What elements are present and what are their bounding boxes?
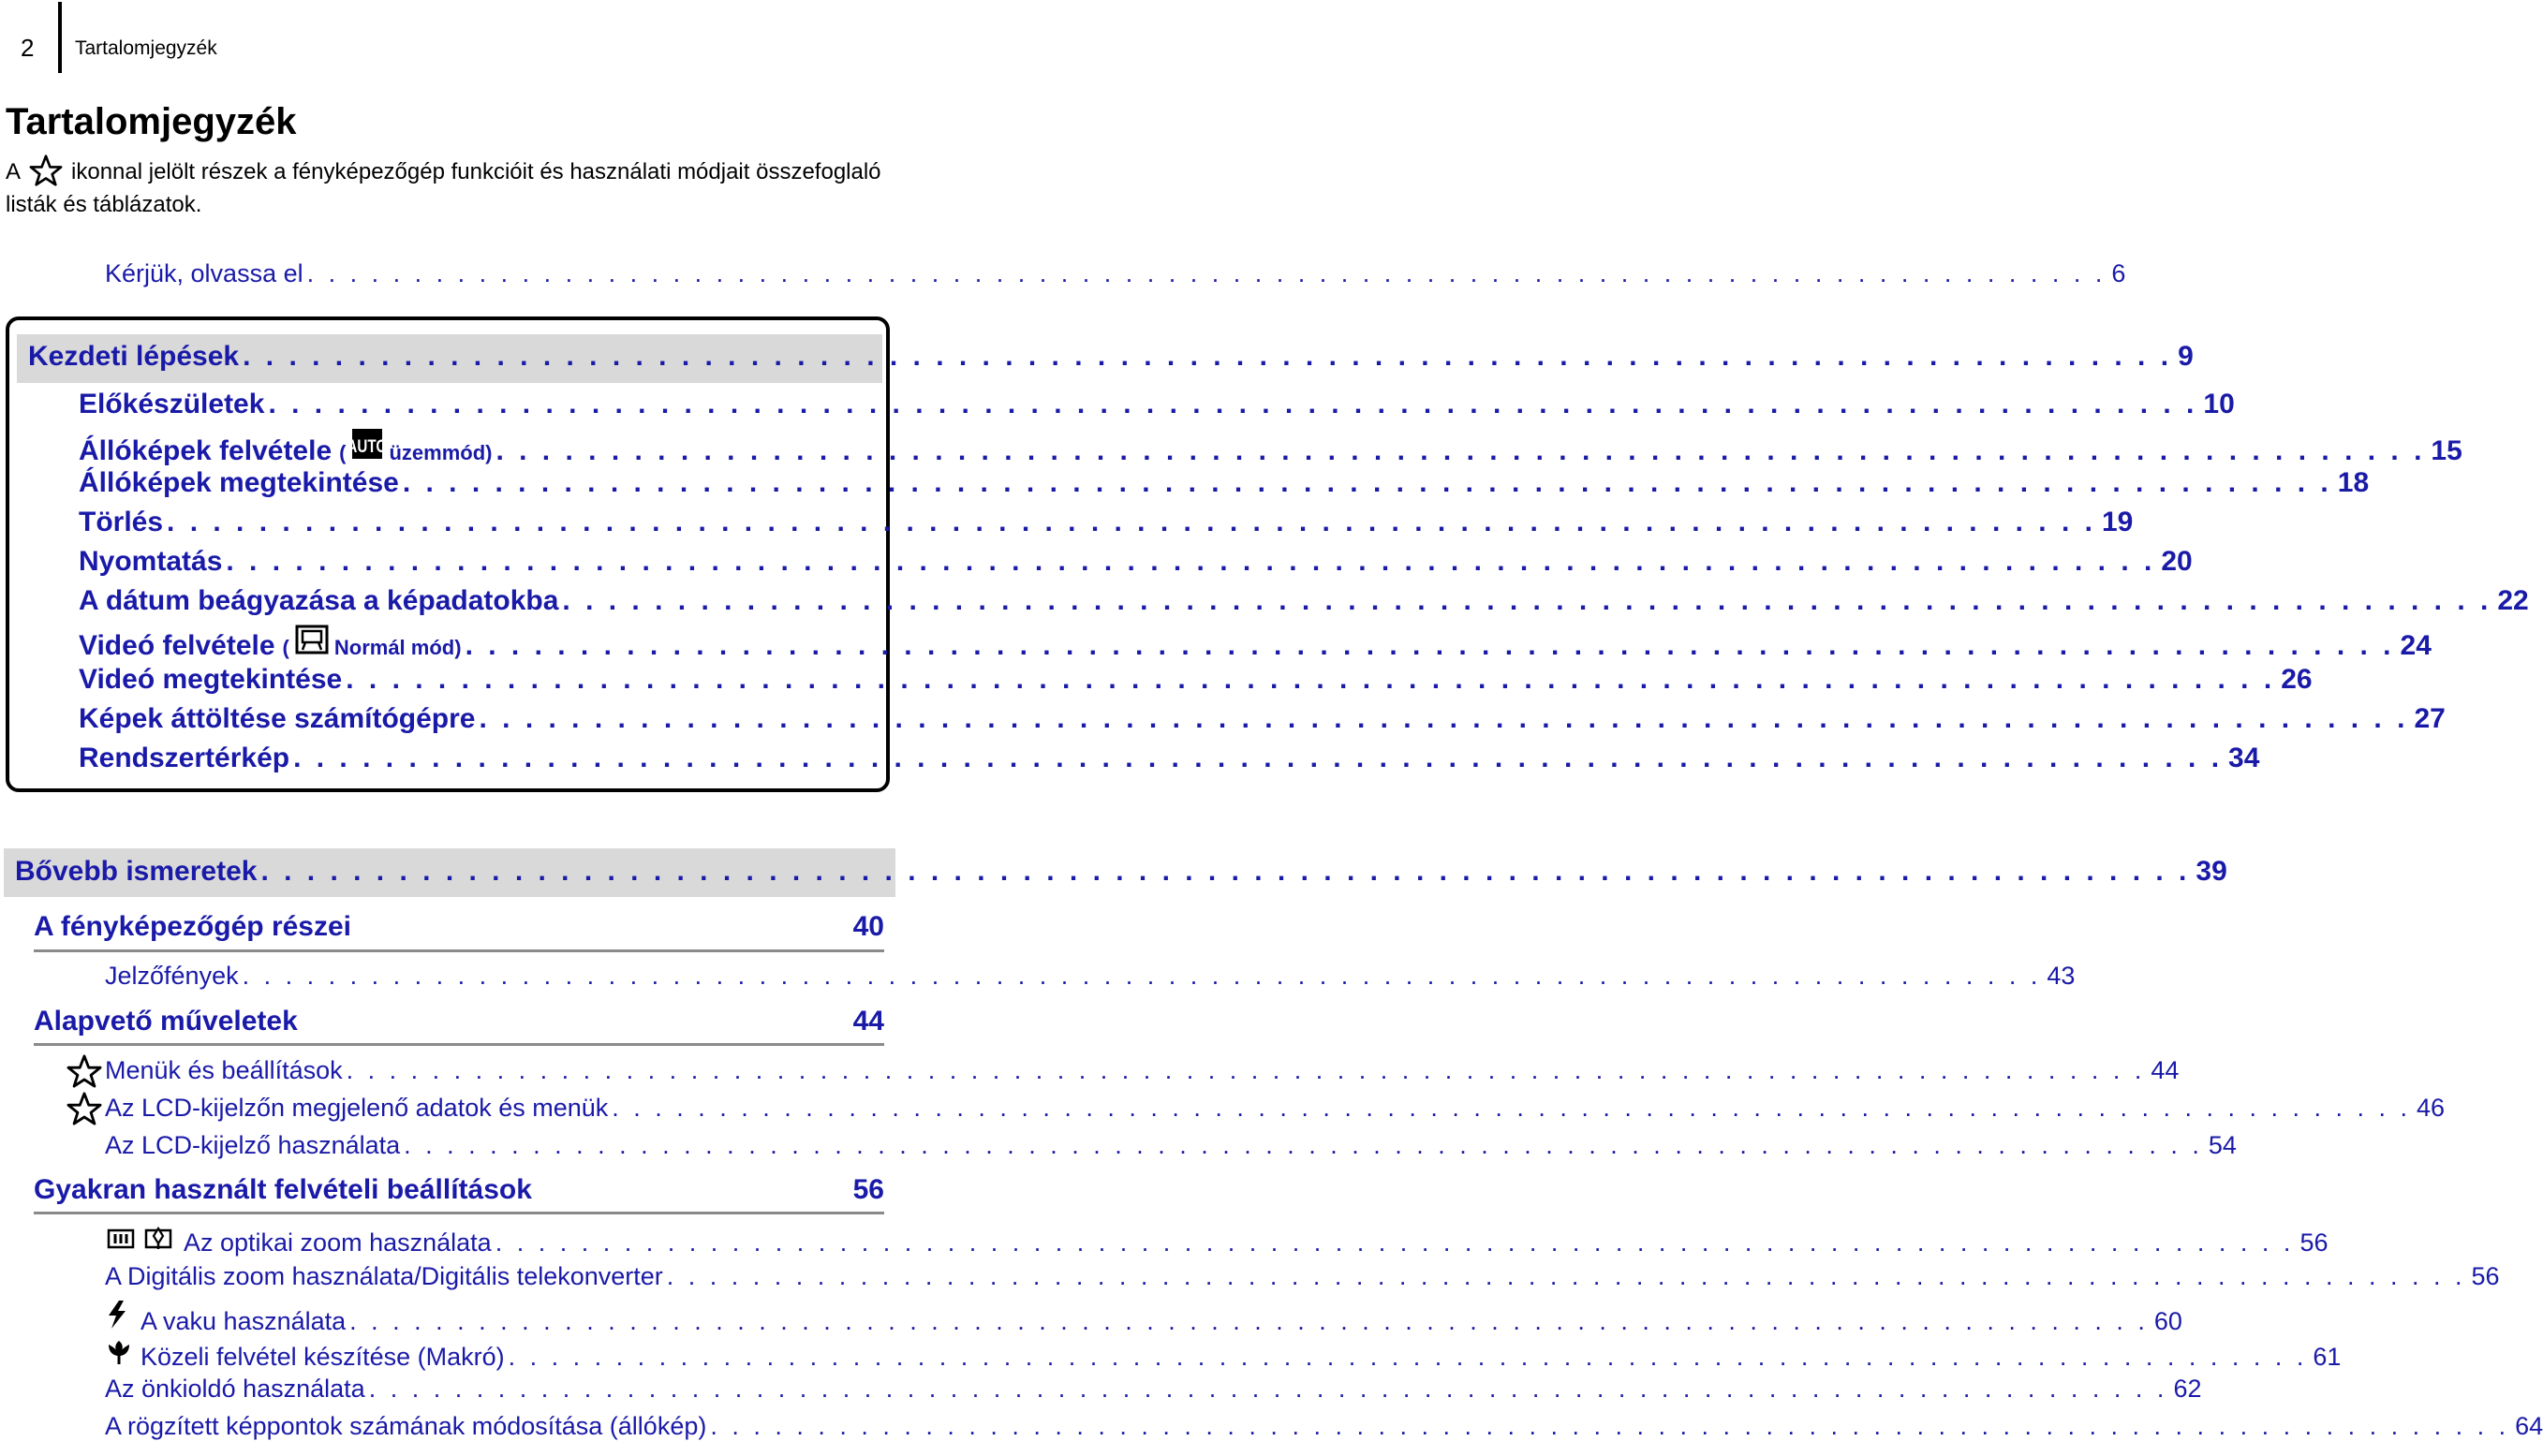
toc-page: 62 bbox=[2173, 1375, 2202, 1403]
toc-label: A Digitális zoom használata/Digitális telekonverter bbox=[105, 1262, 663, 1290]
toc-entry[interactable] bbox=[105, 1412, 2543, 1441]
leader-dots bbox=[562, 585, 2491, 617]
toc-page: 27 bbox=[2414, 703, 2446, 734]
toc-entry-getting-started[interactable] bbox=[28, 341, 2194, 373]
intro-text-after: ikonnal jelölt részek a fényképezőgép funkcióit és használati módjait összefoglaló listák és táblázatok. bbox=[6, 159, 881, 217]
leader-dots bbox=[710, 1412, 2509, 1441]
leader-dots bbox=[226, 546, 2155, 578]
toc-label-wrap bbox=[105, 1225, 492, 1257]
zoom-wide-tele-icon bbox=[105, 1225, 180, 1251]
chapter-rule bbox=[34, 949, 884, 952]
toc-entry[interactable] bbox=[105, 1300, 2182, 1336]
toc-page: 54 bbox=[2208, 1131, 2237, 1159]
toc-page: 19 bbox=[2101, 507, 2134, 537]
leader-dots bbox=[260, 856, 2190, 888]
toc-label: Gyakran használt felvételi beállítások bbox=[34, 1174, 532, 1205]
toc-page: 46 bbox=[2417, 1094, 2446, 1122]
chapter-rule bbox=[34, 1212, 884, 1214]
toc-page: 56 bbox=[2299, 1228, 2329, 1257]
toc-chapter-shooting[interactable] bbox=[34, 1174, 884, 1206]
toc-entry[interactable] bbox=[105, 1337, 2342, 1372]
star-outline-icon bbox=[66, 1092, 103, 1125]
paren-open: ( bbox=[339, 441, 347, 464]
leader-dots bbox=[369, 1375, 2168, 1404]
intro-text-before: A bbox=[6, 159, 22, 184]
toc-label: Rendszertérkép bbox=[79, 743, 290, 773]
toc-label: A vaku használata bbox=[140, 1307, 347, 1335]
leader-dots bbox=[667, 1262, 2466, 1291]
toc-label-wrap bbox=[105, 1300, 346, 1336]
toc-page: 20 bbox=[2161, 546, 2193, 577]
auto-mode-icon bbox=[347, 428, 388, 460]
movie-mode-icon bbox=[295, 625, 329, 654]
toc-label: Az LCD-kijelzőn megjelenő adatok és menük bbox=[105, 1094, 609, 1122]
leader-dots bbox=[349, 1307, 2149, 1336]
toc-entry[interactable] bbox=[105, 1262, 2500, 1291]
flash-icon bbox=[105, 1300, 129, 1330]
leader-dots bbox=[466, 630, 2395, 662]
toc-entry[interactable] bbox=[79, 585, 2529, 617]
toc-entry[interactable] bbox=[105, 962, 2076, 991]
toc-page: 34 bbox=[2228, 743, 2260, 773]
toc-label: Közeli felvétel készítése (Makró) bbox=[140, 1343, 505, 1371]
toc-label: Kezdeti lépések bbox=[28, 341, 240, 372]
toc-page: 44 bbox=[2151, 1056, 2180, 1084]
toc-label: Az önkioldó használata bbox=[105, 1375, 365, 1403]
leader-dots bbox=[167, 507, 2096, 538]
toc-label: Az optikai zoom használata bbox=[184, 1228, 492, 1257]
header-divider bbox=[58, 2, 62, 73]
intro-paragraph bbox=[6, 154, 895, 221]
toc-label: Menük és beállítások bbox=[105, 1056, 343, 1084]
macro-icon bbox=[105, 1337, 133, 1365]
leader-dots bbox=[479, 703, 2408, 735]
toc-page: 64 bbox=[2515, 1412, 2543, 1440]
toc-chapter-camera-parts[interactable] bbox=[34, 911, 884, 943]
toc-label-wrap bbox=[79, 625, 462, 662]
leader-dots bbox=[495, 1228, 2295, 1257]
chapter-rule bbox=[34, 1043, 884, 1046]
toc-entry[interactable] bbox=[105, 1131, 2237, 1160]
page-title: Tartalomjegyzék bbox=[6, 101, 297, 142]
toc-page: 18 bbox=[2337, 467, 2370, 498]
toc-entry[interactable] bbox=[79, 467, 2370, 499]
leader-dots bbox=[268, 389, 2197, 420]
toc-label: Előkészületek bbox=[79, 389, 265, 419]
toc-entry[interactable] bbox=[79, 664, 2313, 696]
leader-dots bbox=[346, 664, 2275, 696]
toc-page: 26 bbox=[2281, 664, 2313, 695]
toc-label: Alapvető műveletek bbox=[34, 1006, 298, 1037]
toc-entry[interactable] bbox=[79, 389, 2235, 420]
toc-label: A fényképezőgép részei bbox=[34, 911, 352, 942]
toc-entry[interactable] bbox=[79, 428, 2462, 467]
star-outline-icon bbox=[66, 1054, 103, 1088]
toc-page: 22 bbox=[2497, 585, 2529, 616]
toc-page: 56 bbox=[852, 1174, 884, 1205]
toc-entry[interactable] bbox=[105, 1375, 2202, 1404]
toc-page: 56 bbox=[2471, 1262, 2500, 1290]
toc-label: A rögzített képpontok számának módosítása (állókép) bbox=[105, 1412, 707, 1440]
toc-entry[interactable] bbox=[79, 625, 2432, 662]
toc-entry[interactable] bbox=[79, 507, 2134, 538]
toc-page: 39 bbox=[2196, 856, 2227, 887]
toc-label: Törlés bbox=[79, 507, 164, 537]
toc-label: Jelzőfények bbox=[105, 962, 239, 990]
leader-dots bbox=[612, 1094, 2411, 1123]
leader-dots bbox=[403, 467, 2332, 499]
toc-entry[interactable] bbox=[105, 1094, 2446, 1123]
toc-page: 43 bbox=[2047, 962, 2076, 990]
toc-page: 10 bbox=[2203, 389, 2235, 419]
leader-dots bbox=[293, 743, 2223, 774]
toc-chapter-basic-ops[interactable] bbox=[34, 1006, 884, 1037]
leader-dots bbox=[307, 259, 2107, 288]
leader-dots bbox=[243, 962, 2042, 991]
toc-label: Az LCD-kijelző használata bbox=[105, 1131, 401, 1159]
toc-label: Bővebb ismeretek bbox=[15, 856, 258, 887]
paren-open: ( bbox=[282, 636, 289, 659]
toc-page: 44 bbox=[852, 1006, 884, 1037]
running-header: Tartalomjegyzék bbox=[75, 37, 217, 59]
toc-label-wrap bbox=[105, 1337, 505, 1372]
toc-page: 24 bbox=[2400, 630, 2432, 661]
toc-entry[interactable] bbox=[105, 1225, 2329, 1257]
leader-dots bbox=[243, 341, 2172, 373]
toc-label: Kérjük, olvassa el bbox=[105, 259, 303, 287]
svg-text:AUTO: AUTO bbox=[347, 435, 388, 457]
toc-label: Állóképek felvétele bbox=[79, 435, 333, 466]
page-number: 2 bbox=[21, 34, 35, 62]
toc-entry-read-first[interactable] bbox=[105, 259, 2126, 288]
toc-label: Állóképek megtekintése bbox=[79, 467, 399, 498]
toc-page: 61 bbox=[2313, 1343, 2342, 1371]
toc-page: 60 bbox=[2153, 1307, 2182, 1335]
toc-label: Képek áttöltése számítógépre bbox=[79, 703, 476, 734]
toc-label: Videó megtekintése bbox=[79, 664, 343, 695]
toc-label: A dátum beágyazása a képadatokba bbox=[79, 585, 559, 616]
toc-mode: Normál mód) bbox=[333, 636, 462, 659]
leader-dots bbox=[495, 435, 2425, 467]
toc-page: 40 bbox=[852, 911, 884, 942]
leader-dots bbox=[347, 1056, 2146, 1085]
toc-entry[interactable] bbox=[79, 743, 2260, 774]
toc-page: 9 bbox=[2178, 341, 2194, 372]
toc-label: Videó felvétele bbox=[79, 630, 275, 661]
toc-entry[interactable] bbox=[105, 1056, 2180, 1085]
toc-page: 6 bbox=[2111, 259, 2126, 287]
toc-entry[interactable] bbox=[79, 703, 2446, 735]
toc-label: Nyomtatás bbox=[79, 546, 223, 577]
star-outline-icon bbox=[28, 154, 64, 186]
toc-entry[interactable] bbox=[79, 546, 2193, 578]
leader-dots bbox=[404, 1131, 2203, 1160]
toc-page: 15 bbox=[2431, 435, 2462, 466]
toc-entry-advanced[interactable] bbox=[15, 856, 2227, 888]
toc-mode: üzemmód) bbox=[389, 441, 493, 464]
toc-label-wrap bbox=[79, 428, 492, 467]
leader-dots bbox=[509, 1343, 2308, 1372]
